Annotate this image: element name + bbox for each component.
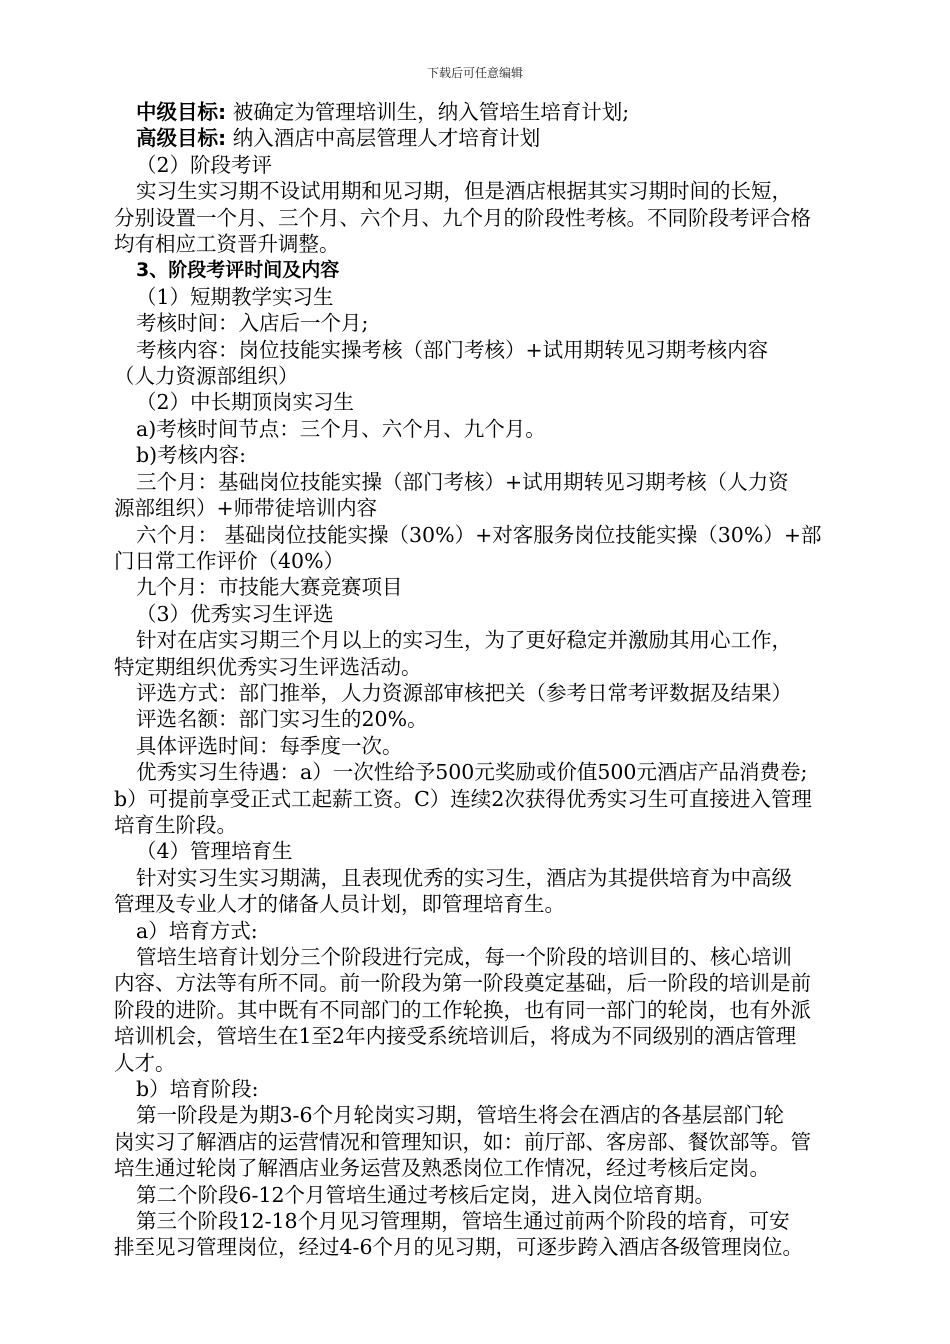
paragraph-line: 人才。 [114, 1050, 176, 1075]
paragraph-line: 第二个阶段6-12个月管培生通过考核后定岗，进入岗位培育期。 [136, 1182, 716, 1207]
goal-high-text: 纳入酒店中高层管理人才培育计划 [226, 126, 541, 151]
paragraph-line: 针对在店实习期三个月以上的实习生，为了更好稳定并激励其用心工作， [136, 628, 792, 653]
goal-mid [136, 99, 866, 125]
paragraph-line: 考核内容：岗位技能实操考核（部门考核）+试用期转见习期考核内容 [136, 337, 769, 362]
section-title: 3、阶段考评时间及内容 [136, 259, 340, 282]
paragraph-line: 三个月：基础岗位技能实操（部门考核）+试用期转见习期考核（人力资 [136, 469, 789, 494]
paragraph-line: 特定期组织优秀实习生评选活动。 [114, 654, 422, 679]
paragraph-line: 实习生实习期不设试用期和见习期，但是酒店根据其实习期时间的长短， [136, 179, 792, 204]
section-heading: （2）中长期顶岗实习生 [136, 390, 355, 415]
paragraph-line: 阶段的进阶。其中既有不同部门的工作轮换，也有同一部门的轮岗，也有外派 [114, 997, 811, 1022]
paragraph-line: a）培育方式: [136, 918, 258, 943]
paragraph-line: （人力资源部组织） [114, 364, 299, 389]
page-header: 下载后可任意编辑 [426, 66, 523, 80]
document-body [114, 99, 866, 1261]
paragraph-line: 考核时间：入店后一个月; [136, 311, 369, 336]
paragraph-line: b）可提前享受正式工起薪工资。C）连续2次获得优秀实习生可直接进入管理 [114, 786, 812, 811]
paragraph-line: 分别设置一个月、三个月、六个月、九个月的阶段性考核。不同阶段考评合格 [114, 205, 811, 230]
section-heading: （2）阶段考评 [136, 152, 273, 177]
paragraph-line: 管培生培育计划分三个阶段进行完成，每一个阶段的培训目的、核心培训 [136, 945, 792, 969]
paragraph-line: 具体评选时间：每季度一次。 [136, 733, 403, 758]
paragraph-line: 排至见习管理岗位，经过4-6个月的见习期，可逐步跨入酒店各级管理岗位。 [114, 1235, 804, 1260]
paragraph-line: b）培育阶段: [136, 1077, 259, 1102]
paragraph-line: 均有相应工资晋升调整。 [114, 232, 340, 257]
paragraph-line: 源部组织）+师带徒培训内容 [114, 496, 378, 521]
paragraph-line: 评选方式：部门推举，人力资源部审核把关（参考日常考评数据及结果） [136, 680, 792, 705]
paragraph-line: 培育生阶段。 [114, 812, 237, 837]
goal-mid-text: 被确定为管理培训生，纳入管培生培育计划; [226, 100, 630, 124]
goal-high [136, 125, 866, 151]
section-heading: （4）管理培育生 [136, 839, 293, 864]
paragraph-line: 培生通过轮岗了解酒店业务运营及熟悉岗位工作情况，经过考核后定岗。 [114, 1156, 770, 1181]
paragraph-line: 第一阶段是为期3-6个月轮岗实习期，管培生将会在酒店的各基层部门轮 [136, 1103, 785, 1128]
section-heading: （3）优秀实习生评选 [136, 601, 334, 626]
paragraph-line: 评选名额：部门实习生的20%。 [136, 707, 428, 732]
paragraph-line: 岗实习了解酒店的运营情况和管理知识，如：前厅部、客房部、餐饮部等。管 [114, 1129, 811, 1154]
paragraph-line: 九个月：市技能大赛竞赛项目 [136, 575, 403, 600]
goal-mid-label: 中级目标: [136, 100, 227, 124]
goal-high-label: 高级目标: [136, 126, 227, 151]
paragraph-line: b)考核内容: [136, 443, 247, 468]
paragraph-line: 针对实习生实习期满，且表现优秀的实习生，酒店为其提供培育为中高级 [136, 865, 792, 890]
paragraph-line: 优秀实习生待遇：a）一次性给予500元奖励或价值500元酒店产品消费卷; [136, 760, 808, 785]
paragraph-line: 内容、方法等有所不同。前一阶段为第一阶段奠定基础，后一阶段的培训是前 [114, 971, 811, 996]
paragraph-line: a)考核时间节点：三个月、六个月、九个月。 [136, 416, 546, 441]
paragraph-line: 门日常工作评价（40%） [114, 548, 345, 573]
paragraph-line: 六个月： 基础岗位技能实操（30%）+对客服务岗位技能实操（30%）+部 [136, 522, 822, 547]
section-heading: （1）短期教学实习生 [136, 284, 334, 309]
paragraph-line: 第三个阶段12-18个月见习管理期，管培生通过前两个阶段的培育，可安 [136, 1209, 790, 1234]
paragraph-line: 管理及专业人才的储备人员计划，即管理培育生。 [114, 892, 565, 917]
paragraph-line: 培训机会，管培生在1至2年内接受系统培训后，将成为不同级别的酒店管理 [114, 1024, 797, 1049]
